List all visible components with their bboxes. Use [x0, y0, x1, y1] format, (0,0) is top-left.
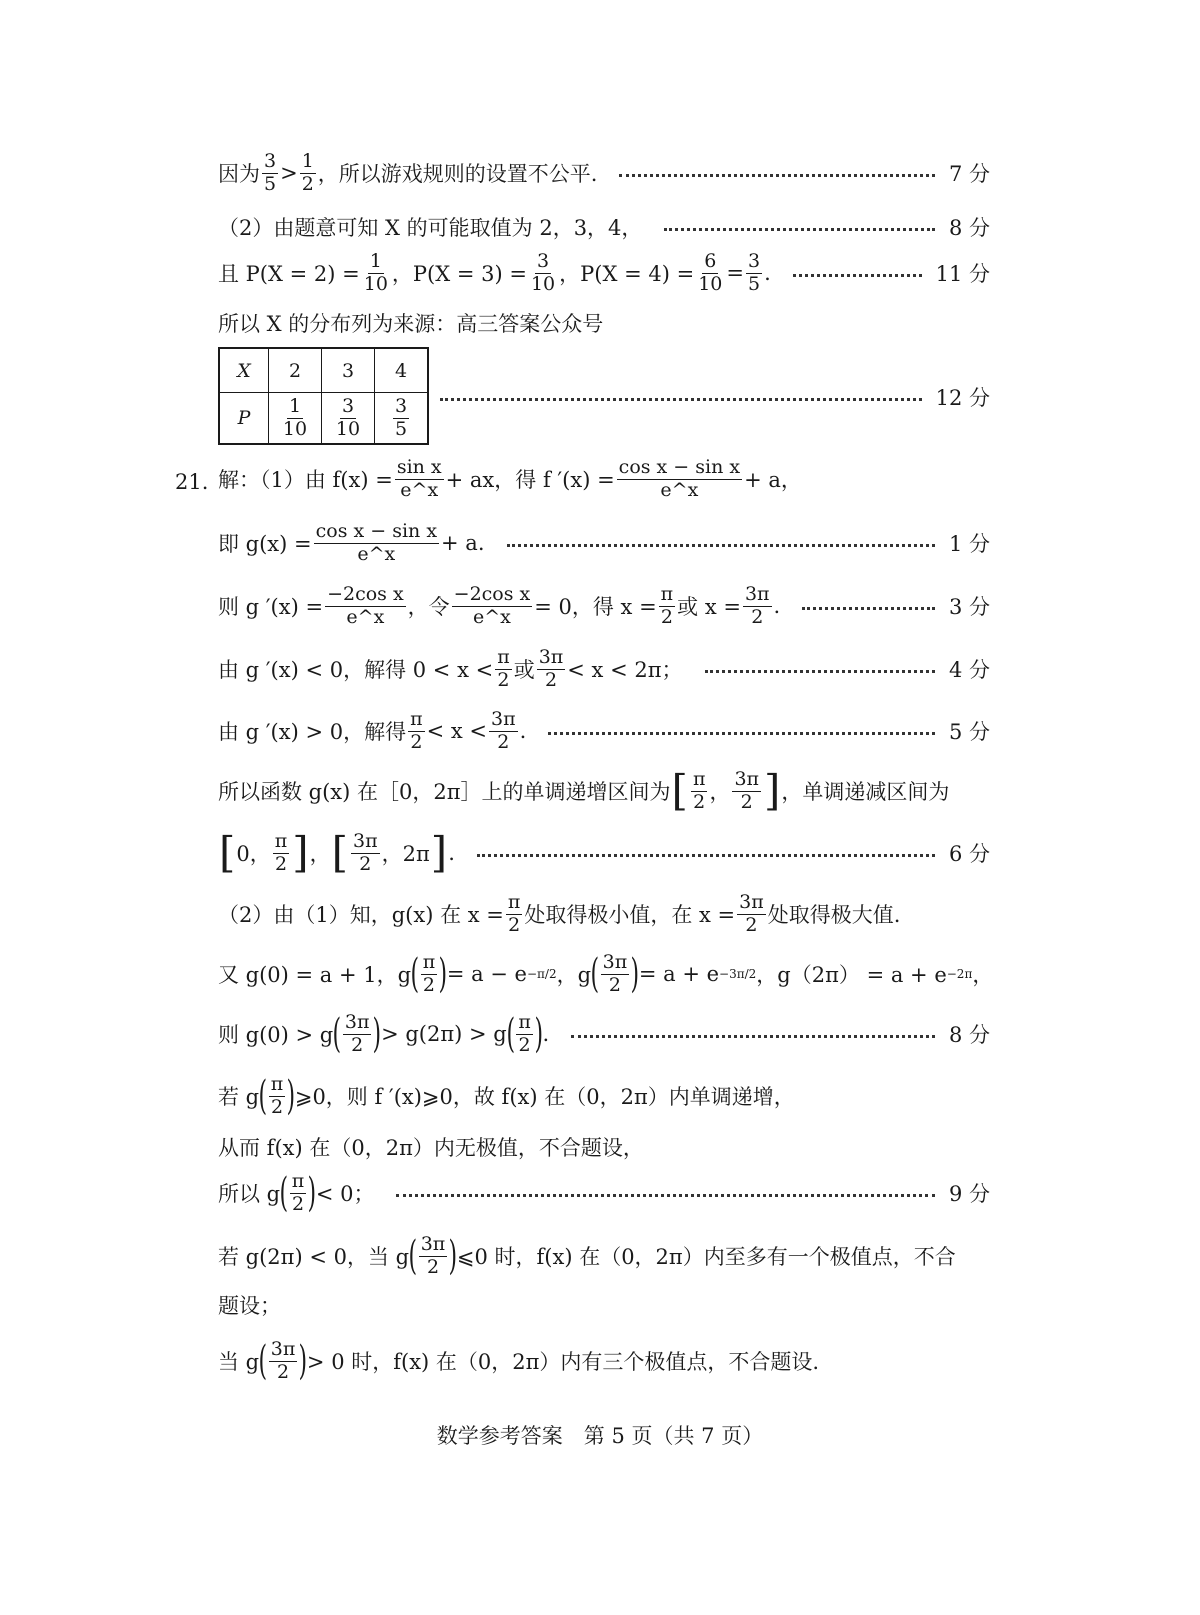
fraction: $\frac{3\pi}{2}$: [420, 1233, 446, 1278]
line-decreasing-intervals: [ 0， $\frac{\pi}{2}$ ] ， [ $\frac{3\pi}{2}$ ，2π ] . 6 分: [219, 828, 990, 878]
table-cell: $\frac{3}{10}$: [322, 393, 375, 445]
fraction: $\frac{\text{cos x − sin x}}{e\^{}x}$: [618, 456, 741, 501]
fraction: $\frac{\pi}{2}$: [274, 830, 288, 875]
line-x-values: （2）由题意可知 X 的可能取值为 2，3，4， 8 分: [218, 212, 990, 242]
line-fairness: 因为 $\frac{3}{5}$ > $\frac{1}{2}$ ，所以游戏规则的设置不公平. 7 分: [218, 150, 990, 195]
fraction: $\frac{\text{sin x}}{e\^{}x}$: [396, 456, 442, 501]
fraction: $\frac{3\pi}{2}$: [270, 1338, 296, 1383]
fraction: $\frac{\pi}{2}$: [692, 768, 706, 813]
fraction: $\frac{\text{cos x − sin x}}{e\^{}x}$: [315, 520, 438, 565]
leader-dots: [571, 1035, 935, 1038]
table-cell: 4: [375, 348, 429, 393]
fraction: $\frac{3}{5}$: [264, 150, 277, 195]
fraction: $\frac{3}{10}$: [530, 250, 556, 295]
line-case-nonnegative: 若 g ( $\frac{\pi}{2}$ ) ⩾0，则 f ′(x)⩾0，故 f(x) 在（0，2π）内单调递增，: [218, 1073, 795, 1120]
fraction: $\frac{1}{10}$: [363, 250, 388, 295]
score-label: 1 分: [948, 532, 990, 557]
leader-dots: [793, 274, 922, 277]
table-row: [219, 393, 428, 445]
line-g-prime-negative: 由 g ′(x) < 0，解得 0 < x < $\frac{\pi}{2}$ 或 $\frac{3\pi}{2}$ < x < 2π； 4 分: [218, 646, 990, 691]
score-label: 7 分: [948, 162, 990, 187]
score-label: 5 分: [948, 720, 990, 745]
line-comparison: 则 g(0) > g ( $\frac{3\pi}{2}$ ) > g(2π) > g ( $\frac{\pi}{2}$ ) . 8 分: [218, 1011, 990, 1058]
fraction: $\frac{3\pi}{2}$: [538, 646, 564, 691]
fraction: $\frac{\pi}{2}$: [518, 1011, 531, 1056]
score-label: 8 分: [948, 1023, 990, 1048]
exponent: −2π: [946, 967, 973, 982]
line-case-g2pi-negative: 若 g(2π) < 0，当 g ( $\frac{3\pi}{2}$ ) ⩽0 时，f(x) 在（0，2π）内至多有一个极值点，不合: [218, 1233, 956, 1280]
fraction: $\frac{\pi}{2}$: [497, 646, 510, 691]
line-q21-derivative: 解：（1）由 f(x) = $\frac{\text{sin x}}{e\^{}x}$ + ax，得 f ′(x) = $\frac{\text{cos x − sin x}}{e\^{}x}$ + a，: [218, 456, 802, 501]
fraction: $\frac{3\pi}{2}$: [734, 768, 760, 813]
score-label: 9 分: [948, 1182, 990, 1207]
score-label: 3 分: [948, 595, 990, 620]
score-label: 12 分: [935, 386, 990, 410]
score-label: 11 分: [935, 262, 990, 287]
exponent: −3π/2: [719, 967, 757, 982]
fraction: $\frac{\pi}{2}$: [410, 708, 423, 753]
fraction: $\frac{\pi}{2}$: [291, 1170, 305, 1215]
score-label: 4 分: [948, 658, 990, 683]
leader-dots: [548, 732, 935, 735]
fraction: $\frac{3\pi}{2}$: [491, 708, 516, 753]
line-monotonic-intervals: 所以函数 g(x) 在［0，2π］上的单调递增区间为 [ $\frac{\pi}{2}$ ， $\frac{3\pi}{2}$ ] ，单调递减区间为: [218, 766, 950, 816]
table-cell: $\frac{3}{5}$: [375, 393, 429, 445]
line-function-values: 又 g(0) = a + 1，g ( $\frac{\pi}{2}$ ) = a − e −π/2 ，g ( $\frac{3\pi}{2}$ ) = a + e −3π/2 ，g（2π） = a + e −2π ，: [218, 951, 994, 998]
line-distribution-intro: 所以 X 的分布列为来源：高三答案公众号: [218, 312, 604, 336]
page-footer: 数学参考答案 第 5 页（共 7 页）: [436, 1424, 764, 1448]
fraction: $\frac{3}{5}$: [748, 250, 761, 295]
exponent: −π/2: [526, 967, 557, 982]
leader-dots: [619, 174, 934, 177]
line-g-definition: 即 g(x) = $\frac{\text{cos x − sin x}}{e\^{}x}$ + a. 1 分: [218, 520, 990, 565]
leader-dots: [477, 854, 935, 857]
line-g-prime: 则 g ′(x) = $\frac{\text{−2cos x}}{e\^{}x}$ ，令 $\frac{\text{−2cos x}}{e\^{}x}$ = 0，得 x = $\frac{\pi}{2}$ 或 x = $\frac{3\pi}{2}$ . 3 分: [218, 583, 990, 628]
distribution-table: [218, 347, 429, 445]
fraction: $\frac{\pi}{2}$: [660, 583, 674, 628]
table-row: [219, 348, 428, 393]
fraction: $\frac{\text{−2cos x}}{e\^{}x}$: [327, 583, 404, 628]
table-cell: 2: [269, 348, 322, 393]
line-case-positive: 当 g ( $\frac{3\pi}{2}$ ) > 0 时，f(x) 在（0，2π）内有三个极值点，不合题设.: [218, 1338, 820, 1385]
line-no-extremum: 从而 f(x) 在（0，2π）内无极值，不合题设，: [218, 1136, 644, 1160]
table-cell: 3: [322, 348, 375, 393]
line-probabilities: 且 P(X = 2) = $\frac{1}{10}$ ，P(X = 3) = $\frac{3}{10}$ ，P(X = 4) = $\frac{6}{10}$ = $\frac{3}{5}$ . 11 分: [218, 250, 990, 295]
leader-dots: [802, 607, 935, 610]
leader-dots: [396, 1194, 934, 1197]
line-g-prime-positive: 由 g ′(x) > 0，解得 $\frac{\pi}{2}$ < x < $\frac{3\pi}{2}$ . 5 分: [218, 708, 990, 753]
fraction: $\frac{6}{10}$: [698, 250, 723, 295]
table-cell: P: [219, 393, 269, 445]
text: 因为: [218, 162, 260, 187]
fraction: $\frac{3\pi}{2}$: [344, 1011, 370, 1056]
line-g-half-pi-negative: 所以 g ( $\frac{\pi}{2}$ ) < 0； 9 分: [218, 1170, 990, 1217]
table-cell: X: [219, 348, 269, 393]
line-tiji-she: 题设；: [218, 1294, 281, 1318]
fraction: $\frac{3\pi}{2}$: [739, 891, 764, 936]
fraction: $\frac{\pi}{2}$: [422, 951, 436, 996]
leader-dots: [507, 544, 935, 547]
fraction: $\frac{1}{2}$: [301, 150, 314, 195]
fraction: $\frac{\pi}{2}$: [507, 891, 521, 936]
fraction: $\frac{3\pi}{2}$: [602, 951, 628, 996]
leader-dots: [705, 670, 935, 673]
fraction: $\frac{3\pi}{2}$: [744, 583, 770, 628]
fraction: $\frac{\text{−2cos x}}{e\^{}x}$: [453, 583, 531, 628]
line-table-score: [418, 382, 990, 412]
score-label: 6 分: [948, 842, 990, 867]
question-number: 21.: [175, 470, 209, 494]
fraction: $\frac{3\pi}{2}$: [353, 830, 378, 875]
table-cell: $\frac{1}{10}$: [269, 393, 322, 445]
fraction: $\frac{\pi}{2}$: [270, 1073, 284, 1118]
leader-dots: [440, 398, 922, 401]
score-label: 8 分: [948, 216, 990, 240]
line-part2-extrema: （2）由（1）知，g(x) 在 x = $\frac{\pi}{2}$ 处取得极小值，在 x = $\frac{3\pi}{2}$ 处取得极大值.: [218, 891, 901, 936]
leader-dots: [664, 228, 935, 231]
